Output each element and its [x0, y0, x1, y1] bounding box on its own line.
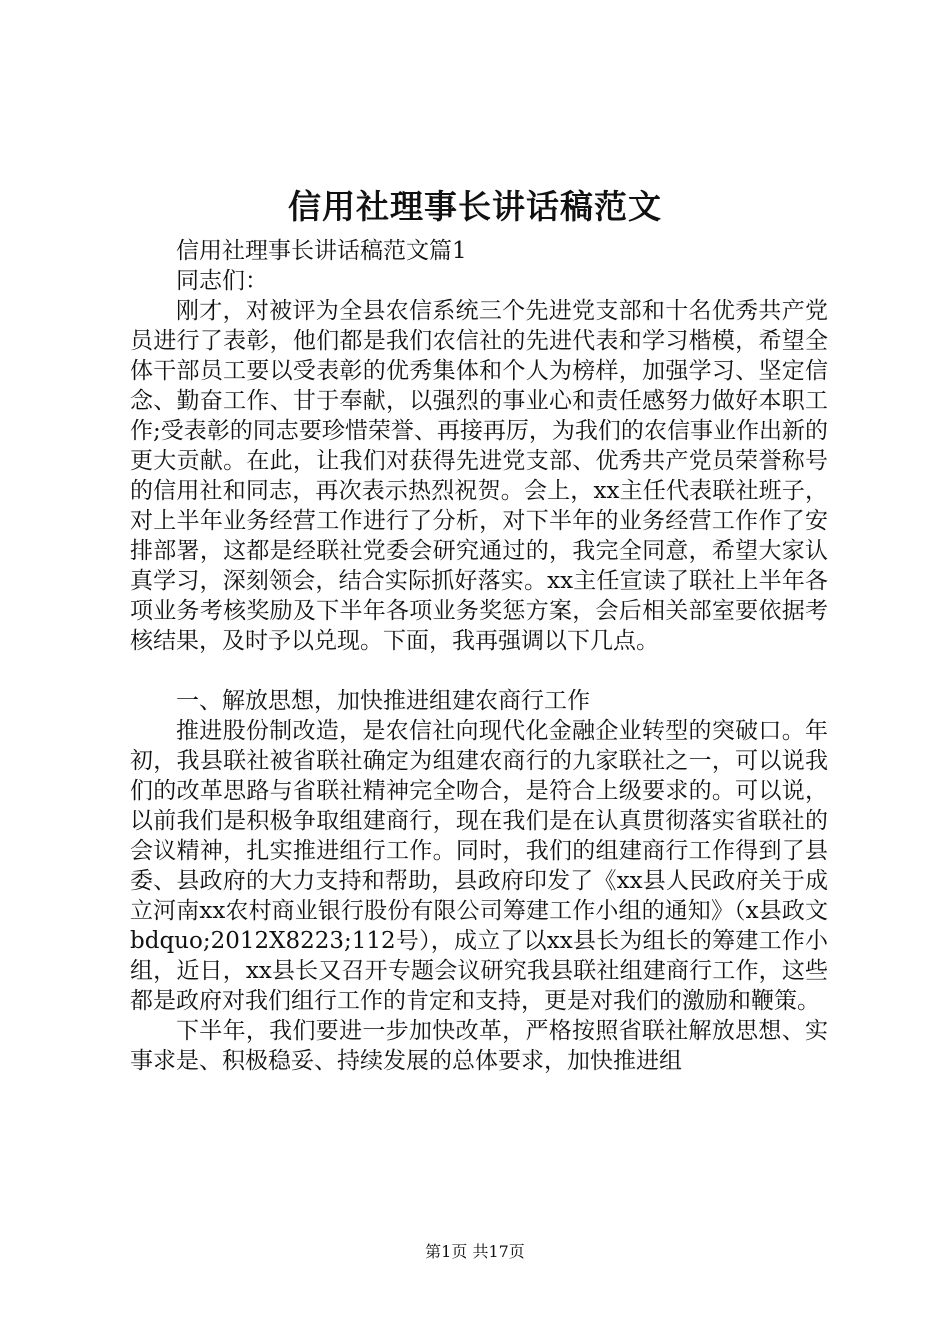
salutation: 同志们： — [176, 268, 268, 294]
paragraph-second-half: 下半年，我们要进一步加快改革，严格按照省联社解放思想、实事求是、积极稳妥、持续发展的总体要求，加快推进组 — [130, 1018, 828, 1074]
paragraph-intro: 刚才，对被评为全县农信系统三个先进党支部和十名优秀共产党员进行了表彰，他们都是我们农信社的先进代表和学习楷模，希望全体干部员工要以受表彰的优秀集体和个人为榜样，加强学习、坚定信念、勤奋工作、甘于奉献，以强烈的事业心和责任感努力做好本职工作;受表彰的同志要珍惜荣誉、再接再厉，为我们的农信事业作出新的更大贡献。在此，让我们对获得先进党支部、优秀共产党员荣誉称号的信用社和同志，再次表示热烈祝贺。会上，xx主任代表联社班子，对上半年业务经营工作进行了分析，对下半年的业务经营工作作了安排部署，这都是经联社党委会研究通过的，我完全同意，希望大家认真学习，深刻领会，结合实际抓好落实。xx主任宣读了联社上半年各项业务考核奖励及下半年各项业务奖惩方案，会后相关部室要依据考核结果，及时予以兑现。下面，我再强调以下几点。 — [130, 298, 828, 654]
page-footer: 第1页 共17页 — [425, 1242, 525, 1261]
document-body — [130, 236, 828, 1076]
section-subtitle: 信用社理事长讲话稿范文篇1 — [176, 238, 467, 264]
document-title: 信用社理事长讲话稿范文 — [288, 187, 662, 226]
paragraph-reform: 推进股份制改造，是农信社向现代化金融企业转型的突破口。年初，我县联社被省联社确定为组建农商行的九家联社之一，可以说我们的改革思路与省联社精神完全吻合，是符合上级要求的。可以说，以前我们是积极争取组建商行，现在我们是在认真贯彻落实省联社的会议精神，扎实推进组行工作。同时，我们的组建商行工作得到了县委、县政府的大力支持和帮助，县政府印发了《xx县人民政府关于成立河南xx农村商业银行股份有限公司筹建工作小组的通知》（x县政文bdquo;2012X8223;112号），成立了以xx县长为组长的筹建工作小组，近日，xx县长又召开专题会议研究我县联社组建商行工作，这些都是政府对我们组行工作的肯定和支持，更是对我们的激励和鞭策。 — [130, 718, 828, 1014]
section-heading-1: 一、解放思想，加快推进组建农商行工作 — [176, 688, 590, 714]
